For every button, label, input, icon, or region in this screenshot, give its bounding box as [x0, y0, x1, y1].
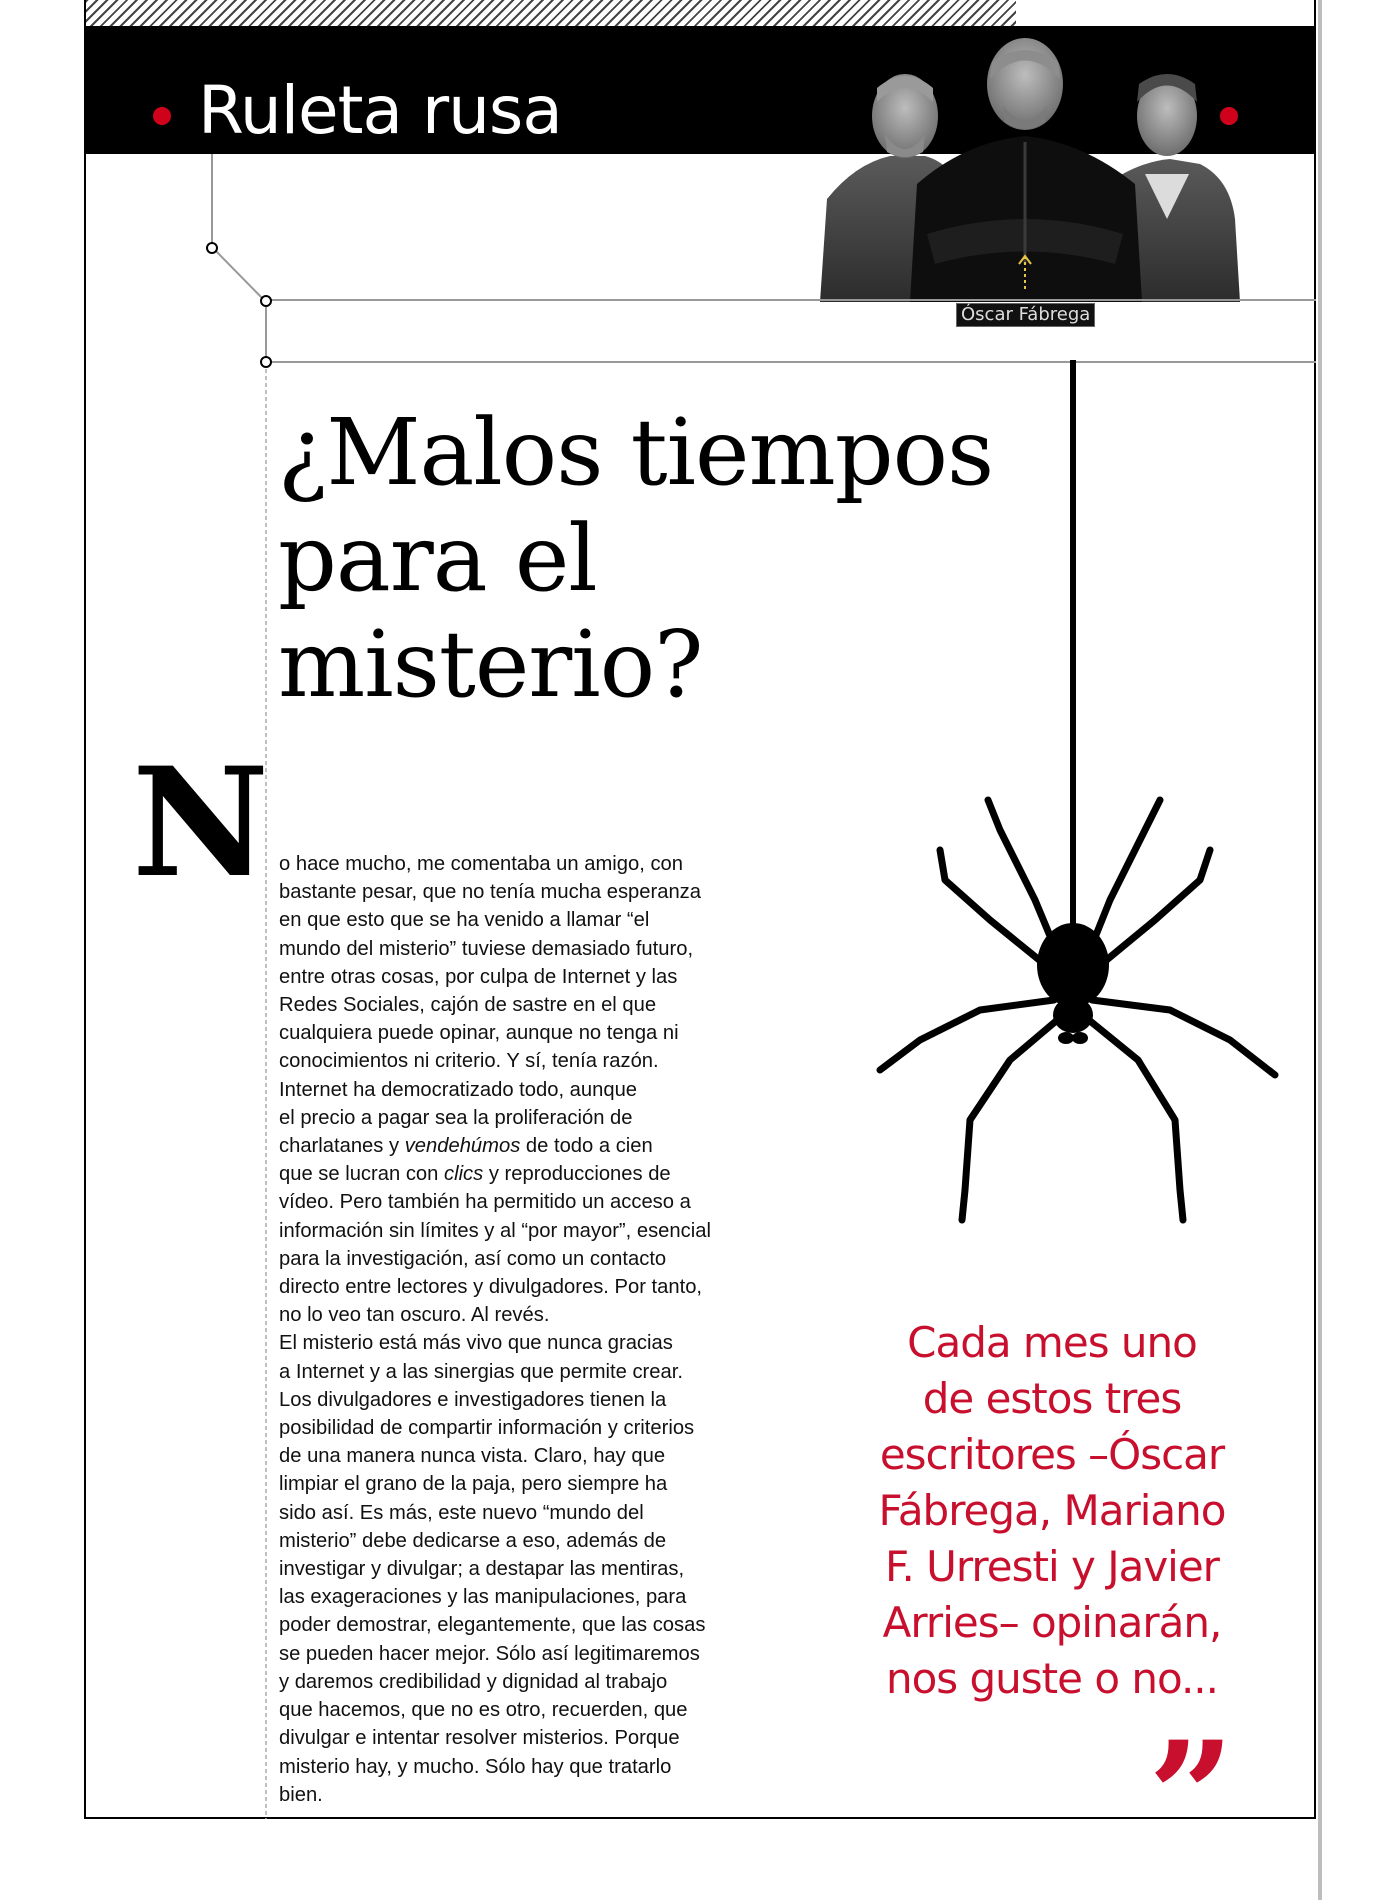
body-line: Internet ha democratizado todo, aunque: [279, 1078, 638, 1101]
pull-quote-line: de estos tres: [922, 1374, 1182, 1423]
body-line: que hacemos, que no es otro, recuerden, que: [279, 1699, 688, 1722]
section-title: Ruleta rusa: [198, 72, 562, 149]
body-line: en que esto que se ha venido a llamar “el: [279, 909, 650, 932]
body-line: a Internet y a las sinergias que permite crear.: [279, 1360, 683, 1383]
body-line: el precio a pagar sea la proliferación de: [279, 1106, 633, 1129]
author-caption: Óscar Fábrega: [956, 303, 1095, 327]
pull-quote-line: nos guste o no...: [885, 1654, 1219, 1703]
body-line: directo entre lectores y divulgadores. Por tanto,: [279, 1276, 703, 1299]
body-line: Los divulgadores e investigadores tienen la: [279, 1388, 667, 1411]
article-body: [279, 850, 799, 1809]
body-text-span: charlatanes y: [279, 1135, 405, 1158]
body-line: investigar y divulgar; a destapar las mentiras,: [279, 1558, 685, 1581]
italic-word: vendehúmos: [404, 1135, 521, 1158]
body-line: información sin límites y al “por mayor”, esencial: [279, 1219, 711, 1242]
body-line: El misterio está más vivo que nunca gracias: [279, 1332, 673, 1355]
body-line: se pueden hacer mejor. Sólo así legitimaremos: [279, 1642, 700, 1665]
body-line: y daremos credibilidad y dignidad al trabajo: [279, 1670, 668, 1693]
body-text-span: y reproducciones de: [483, 1163, 671, 1186]
body-line: mundo del misterio” tuviese demasiado futuro,: [279, 937, 694, 960]
body-line: posibilidad de compartir información y criterios: [279, 1417, 695, 1440]
body-line: bastante pesar, que no tenía mucha esperanza: [279, 881, 701, 904]
pull-quote-line: Cada mes uno: [907, 1318, 1197, 1367]
pull-quote-line: escritores –Óscar: [879, 1430, 1225, 1479]
pull-quote: [842, 1315, 1262, 1707]
body-line: Redes Sociales, cajón de sastre en el que: [279, 994, 657, 1017]
body-line: conocimientos ni criterio. Y sí, tenía razón.: [279, 1050, 659, 1073]
body-line: divulgar e intentar resolver misterios. Porque: [279, 1727, 680, 1750]
body-line: de una manera nunca vista. Claro, hay que: [279, 1445, 666, 1468]
headline-line: misterio?: [278, 611, 703, 718]
body-line: cualquiera puede opinar, aunque no tenga ni: [279, 1022, 679, 1045]
headline-line: para el: [278, 505, 597, 612]
body-line: para la investigación, así como un contacto: [279, 1247, 667, 1270]
body-line: misterio” debe dedicarse a eso, además de: [279, 1529, 667, 1552]
body-line: vídeo. Pero también ha permitido un acceso a: [279, 1191, 691, 1214]
pull-quote-line: Fábrega, Mariano: [878, 1486, 1226, 1535]
spider-icon: [870, 360, 1290, 1260]
closing-quote-icon: ”: [1148, 1709, 1235, 1885]
body-line: limpiar el grano de la paja, pero siempre ha: [279, 1473, 668, 1496]
body-line: entre otras cosas, por culpa de Internet y las: [279, 965, 678, 988]
pull-quote-line: Arries– opinarán,: [882, 1598, 1222, 1647]
body-line: las exageraciones y las manipulaciones, para: [279, 1586, 687, 1609]
body-line: no lo veo tan oscuro. Al revés.: [279, 1304, 550, 1327]
body-line: bien.: [279, 1783, 323, 1806]
body-line: o hace mucho, me comentaba un amigo, con: [279, 853, 683, 875]
italic-word: clics: [443, 1163, 484, 1186]
drop-cap: N: [132, 735, 270, 911]
body-text-span: que se lucran con: [279, 1163, 444, 1186]
body-line: sido así. Es más, este nuevo “mundo del: [279, 1501, 644, 1524]
body-line: [279, 1132, 799, 1160]
headline-line: ¿Malos tiempos: [278, 399, 994, 506]
body-line: poder demostrar, elegantemente, que las cosas: [279, 1614, 706, 1637]
pull-quote-line: F. Urresti y Javier: [885, 1542, 1219, 1591]
body-line: misterio hay, y mucho. Sólo hay que tratarlo: [279, 1755, 672, 1778]
body-line: [279, 1160, 799, 1188]
body-text-span: de todo a cien: [520, 1135, 653, 1158]
